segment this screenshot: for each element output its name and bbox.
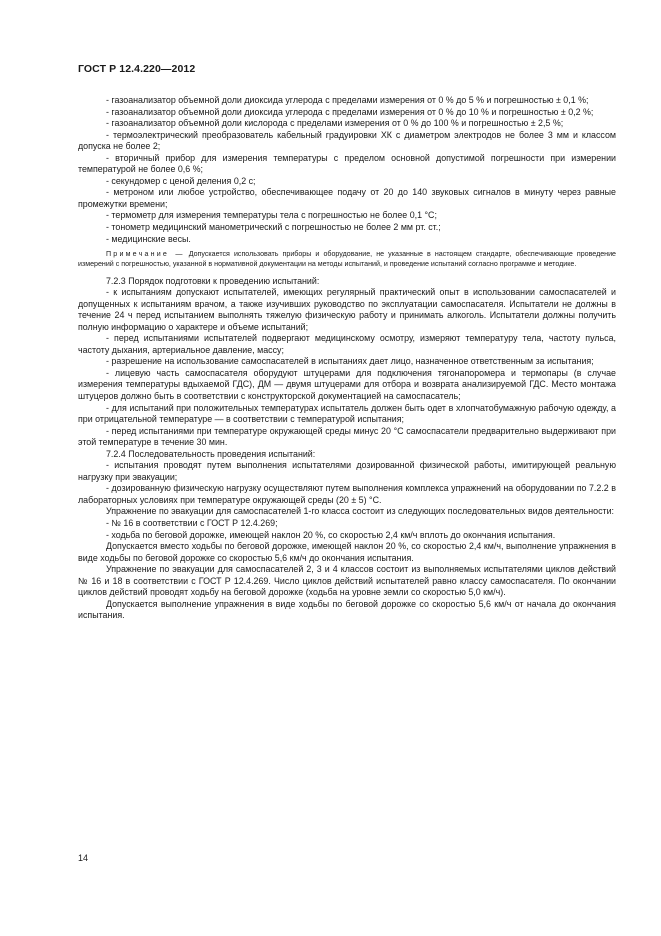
page-body — [78, 95, 616, 622]
list-item: - лицевую часть самоспасателя оборудуют штуцерами для подключения тягонапоромера и термопары (в случае измерения температуры вдыхаемой ГДС), ДМ — двумя штуцерами для отбора и возврата анализируемой ГДС. Место монтажа штуцеров должно быть в соответствии с конструкторской документацией на самоспасатель; — [78, 367, 616, 401]
note-text: Допускается использовать приборы и оборудование, не указанные в настоящем стандарте, обеспечивающие проведение измерений с погрешностью, указанной в нормативной документации на методы испытаний, и проведение испытаний согласно программе и методике. — [78, 250, 616, 268]
list-item: - термометр для измерения температуры тела с погрешностью не более 0,1 °С; — [106, 210, 437, 221]
body-paragraph: Допускается выполнение упражнения в виде ходьбы по беговой дорожке со скоростью 5,6 км/ч от начала до окончания испытания. — [78, 598, 616, 621]
document-header: ГОСТ Р 12.4.220—2012 — [78, 63, 196, 75]
list-item: - № 16 в соответствии с ГОСТ Р 12.4.269; — [106, 518, 278, 528]
list-item: - к испытаниям допускают испытателей, имеющих регулярный практический опыт в использовании самоспасателей и допущенных к испытаниям врачом, а также изучивших руководство по эксплуатации самоспасателя. Испытатели не должны в течение 24 ч перед испытанием выполнять тяжелую физическую работу и принимать алкоголь. Испытатели должны получить полную информацию о характере и объеме испытаний; — [78, 287, 616, 332]
list-item: - газоанализатор объемной доли диоксида углерода с пределами измерения от 0 % до 5 % и погрешностью ± 0,1 %; — [106, 95, 589, 105]
list-item: - секундомер с ценой деления 0,2 с; — [106, 175, 256, 186]
list-item: - перед испытаниями испытателей подвергают медицинскому осмотру, измеряют температуру тела, частоту пульса, частоту дыхания, артериальное давление, массу; — [78, 333, 616, 355]
list-item: - испытания проводят путем выполнения испытателями дозированной физической работы, имитирующей реальную нагрузку при эвакуации; — [78, 460, 616, 482]
list-item: - вторичный прибор для измерения температуры с пределом основной допустимой погрешности при измерении температурой не более 0,6 %; — [78, 152, 616, 175]
body-paragraph: Упражнение по эвакуации для самоспасателей 1-го класса состоит из следующих последовательных видов деятельности: — [106, 506, 615, 517]
list-item: - термоэлектрический преобразователь кабельный градуировки ХК с диаметром электродов не более 3 мм и классом допуска не более 2; — [78, 129, 616, 152]
list-item: - тонометр медицинский манометрический с погрешностью не более 2 мм рт. ст.; — [106, 222, 441, 233]
note-paragraph — [78, 250, 616, 269]
list-item: - ходьба по беговой дорожке, имеющей наклон 20 %, со скоростью 2,4 км/ч вплоть до окончания испытания. — [106, 529, 556, 540]
section-heading: 7.2.4 Последовательность проведения испытаний: — [106, 448, 316, 459]
section-heading: 7.2.3 Порядок подготовки к проведению испытаний: — [106, 275, 320, 286]
list-item: - для испытаний при положительных температурах испытатель должен быть одет в хлопчатобумажную рабочую одежду, а при отрицательной температуре — в соответствии с температурой испытания; — [78, 402, 616, 425]
list-item: - газоанализатор объемной доли кислорода с пределами измерения от 0 % до 100 % и погрешностью ± 2,5 %; — [106, 118, 564, 129]
list-item: - метроном или любое устройство, обеспечивающее подачу от 20 до 140 звуковых сигналов в минуту через равные промежутки времени; — [78, 187, 616, 209]
list-item: - перед испытаниями при температуре окружающей среды минус 20 °С самоспасатели предварительно выдерживают при этой температуре в течение 30 мин. — [78, 425, 616, 448]
body-paragraph: Допускается вместо ходьбы по беговой дорожке, имеющей наклон 20 %, со скоростью 2,4 км/ч, выполнение упражнения в виде ходьбы по беговой дорожке со скоростью 5,6 км/ч до окончания испытания. — [78, 541, 616, 563]
body-paragraph: Упражнение по эвакуации для самоспасателей 2, 3 и 4 классов состоит из выполняемых испытателями циклов действий № 16 и 18 в соответствии с ГОСТ Р 12.4.269. Число циклов действий испытателей равно классу самоспасателя. По окончании циклов действий проводят ходьбу на беговой дорожке (ходьба на уровне земли со скоростью 5,0 км/ч). — [78, 564, 616, 598]
page-number: 14 — [78, 853, 89, 863]
list-item: - дозированную физическую нагрузку осуществляют путем выполнения комплекса упражнений на оборудовании по 7.2.2 в лабораторных условиях при температуре окружающей среды (20 ± 5) °С. — [78, 483, 616, 505]
list-item: - медицинские весы. — [106, 233, 191, 244]
note-label: Примечание — — [106, 250, 185, 259]
list-item: - разрешение на использование самоспасателей в испытаниях дает лицо, назначенное ответственным за испытания; — [106, 356, 594, 367]
list-item: - газоанализатор объемной доли диоксида углерода с пределами измерения от 0 % до 10 % и погрешностью ± 0,2 %; — [106, 106, 594, 117]
